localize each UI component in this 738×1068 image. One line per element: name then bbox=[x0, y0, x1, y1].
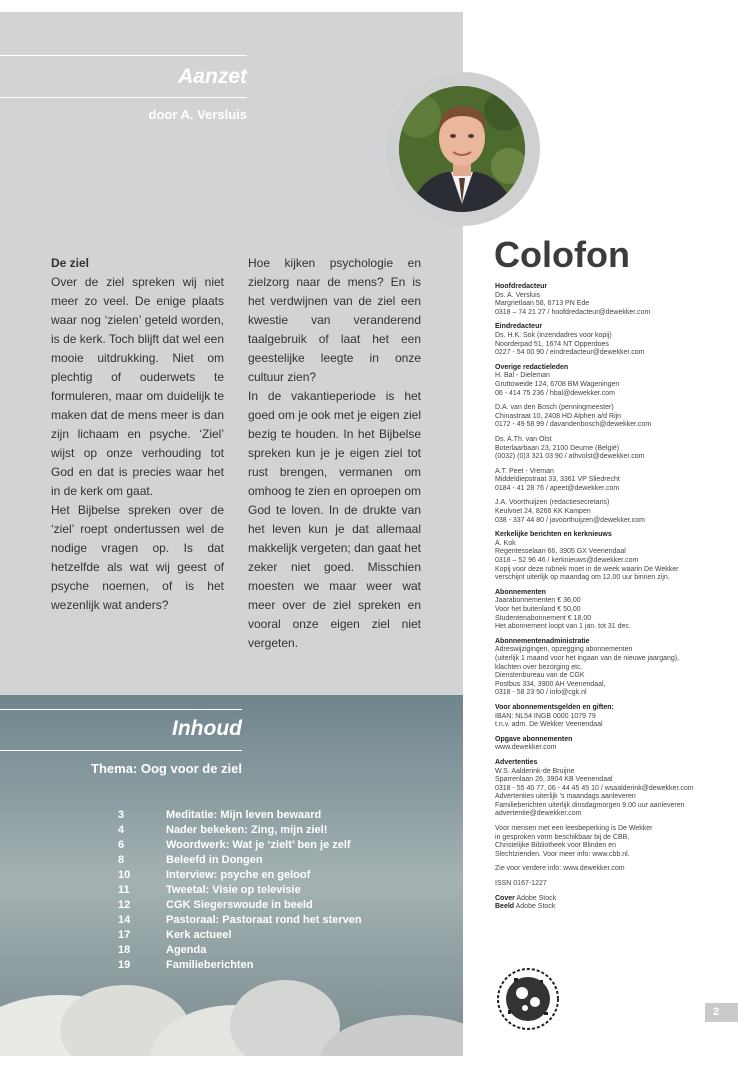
toc-label: Kerk actueel bbox=[166, 929, 232, 941]
article-paragraph: In de vakantieperiode is het goed om je ook met je eigen ziel bezig te houden. In het Bijbelse spreken kun je je eigen ziel tot rust brengen, vermanen om omhoog te zien en oproepen om God te loven. In de drukte van het leven kun je dat allemaal makkelijk vergeten; dan gaat het zeker niet goed. Misschien moesten we maar weer wat meer over de ziel spreken en vooral onze eigen ziel niet vergeten. bbox=[248, 389, 421, 650]
colofon-block bbox=[495, 404, 733, 430]
article-paragraph: Over de ziel spreken wij niet meer zo veel. De enige plaats waar nog ‘zielen’ geteld worden, is de kerk. Toch blijft dat wel een mooie uitdrukking. Niet om plechtig of ouderwets te formuleren, maar om duidelijk te maken dat de mens meer is dan zijn lichaam en psyche. ‘Ziel’ wijst op onze verhouding tot God en dat is precies waar het in de kerk om gaat. bbox=[51, 275, 224, 498]
colofon-line: Gruttoweide 124, 6708 BM Wageningen bbox=[495, 380, 620, 388]
toc-item bbox=[118, 838, 448, 853]
toc-page-number: 17 bbox=[118, 929, 131, 941]
colofon-line: Keulvoet 24, 8266 KK Kampen bbox=[495, 508, 591, 516]
colofon-heading: Opgave abonnementen bbox=[495, 735, 573, 743]
colofon-block bbox=[495, 736, 733, 753]
colofon-block bbox=[495, 436, 733, 462]
toc-item bbox=[118, 853, 448, 868]
toc-label: CGK Siegerswoude in beeld bbox=[166, 899, 313, 911]
divider bbox=[0, 97, 247, 98]
page-number: 2 bbox=[705, 1003, 738, 1022]
colofon-line: (uiterlijk 1 maand voor het ingaan van de nieuwe jaargang), bbox=[495, 654, 680, 662]
toc-page-number: 19 bbox=[118, 959, 131, 971]
colofon-block bbox=[495, 323, 733, 357]
colofon-title: Colofon bbox=[494, 234, 630, 275]
colofon-line: Familieberichten uiterlijk dinsdagmorgen 9.00 uur aanleveren bbox=[495, 801, 685, 809]
colofon-block bbox=[495, 880, 733, 889]
colofon-line: Kopij voor deze rubriek moet in de week waarin De Wekker bbox=[495, 565, 679, 573]
divider bbox=[0, 750, 242, 751]
colofon-line: 0318 - 58 23 50 / info@cgk.nl bbox=[495, 689, 587, 697]
colofon-line: 06 - 414 75 236 / hbal@dewekker.com bbox=[495, 389, 615, 397]
toc-label: Tweetal: Visie op televisie bbox=[166, 884, 301, 896]
author-portrait bbox=[399, 86, 525, 212]
toc-page-number: 8 bbox=[118, 854, 125, 866]
colofon-line: in gesproken vorm beschikbaar bij de CBB, bbox=[495, 833, 630, 841]
toc-item bbox=[118, 958, 448, 973]
colofon-heading: Eindredacteur bbox=[495, 323, 543, 331]
colofon-line: Advertenties uiterlijk ’s maandags aanleveren bbox=[495, 793, 636, 801]
colofon-line: Voor het buitenland € 50,00 bbox=[495, 606, 581, 613]
toc-label: Woordwerk: Wat je ‘zielt’ ben je zelf bbox=[166, 839, 351, 851]
toc-item bbox=[118, 868, 448, 883]
colofon-heading: Abonnementen bbox=[495, 588, 546, 596]
colofon-heading: Kerkelijke berichten en kerknieuws bbox=[495, 531, 612, 539]
divider bbox=[0, 709, 242, 710]
section-title-inhoud: Inhoud bbox=[172, 717, 242, 740]
colofon-block bbox=[495, 638, 733, 698]
toc-label: Agenda bbox=[166, 944, 207, 956]
colofon-block bbox=[495, 499, 733, 525]
colofon-line: t.n.v. adm. De Wekker Veenendaal bbox=[495, 721, 603, 729]
author-byline: door A. Versluis bbox=[148, 107, 247, 122]
article-paragraph: Het Bijbelse spreken over de ‘ziel’ roept ondertussen wel de nodige vragen op. Is dat hetzelfde als wat wij geest of psyche noemen, of is het wezenlijk wat anders? bbox=[51, 503, 224, 612]
colofon-line: A. Kok bbox=[495, 539, 516, 547]
colofon-block bbox=[495, 531, 733, 583]
toc-item bbox=[118, 928, 448, 943]
credit-value: Adobe Stock bbox=[516, 894, 557, 902]
colofon-line: Ds. A.Th. van Olst bbox=[495, 435, 552, 443]
toc-page-number: 11 bbox=[118, 884, 130, 896]
table-of-contents bbox=[118, 808, 448, 973]
theme-title: Thema: Oog voor de ziel bbox=[91, 761, 242, 776]
colofon-line: Ds. H.K. Sok (inzendadres voor kopij) bbox=[495, 331, 612, 339]
colofon-line: 0172 - 49 58 99 / davandenbosch@dewekker.com bbox=[495, 421, 652, 429]
toc-page-number: 3 bbox=[118, 809, 125, 821]
colofon-line: Ds. A. Versluis bbox=[495, 291, 541, 299]
colofon-line: Postbus 334, 3900 AH Veenendaal, bbox=[495, 680, 606, 688]
colofon-line: Slechtzienden. Voor meer info: www.cbb.nl. bbox=[495, 850, 630, 858]
colofon-line: klachten over bezorging etc. bbox=[495, 663, 583, 671]
colofon-line: Chinastraat 10, 2408 HD Alphen a/d Rijn bbox=[495, 412, 622, 420]
toc-label: Interview: psyche en geloof bbox=[166, 869, 311, 881]
toc-label: Nader bekeken: Zing, mijn ziel! bbox=[166, 824, 328, 836]
colofon-line: Regentesselaan 66, 3905 GX Veenendaal bbox=[495, 548, 626, 556]
toc-label: Meditatie: Mijn leven bewaard bbox=[166, 809, 322, 821]
toc-label: Pastoraal: Pastoraat rond het sterven bbox=[166, 914, 362, 926]
toc-item bbox=[118, 808, 448, 823]
colofon-block bbox=[495, 825, 733, 859]
colofon-line: 0318 - 55 40 77, 06 - 44 45 45 10 / wsaalderink@dewekker.com bbox=[495, 784, 694, 792]
colofon-line: Studentenabonnement € 18,00 bbox=[495, 614, 592, 622]
colofon-line: Voor mensen met een leesbeperking is De Wekker bbox=[495, 825, 653, 833]
colofon-list bbox=[495, 283, 733, 918]
colofon-line: Noorderpad 51, 1674 NT Opperdoes bbox=[495, 340, 609, 348]
article-column-1 bbox=[51, 254, 224, 615]
colofon-line: Dienstenbureau van de CGK bbox=[495, 672, 585, 680]
colofon-line: Adreswijzigingen, opzegging abonnementen bbox=[495, 646, 633, 654]
toc-page-number: 6 bbox=[118, 839, 125, 851]
credit-value: Adobe Stock bbox=[515, 903, 556, 911]
image-credits bbox=[495, 895, 733, 912]
toc-item bbox=[118, 943, 448, 958]
colofon-line: Het abonnement loopt van 1 jan. tot 31 dec. bbox=[495, 623, 631, 631]
colofon-line: 038 - 337 44 80 / javoorthuijzen@dewekker.com bbox=[495, 516, 645, 524]
colofon-line: D.A. van den Bosch (penningmeester) bbox=[495, 404, 614, 412]
colofon-line: www.dewekker.com bbox=[495, 744, 557, 752]
toc-page-number: 12 bbox=[118, 899, 131, 911]
colofon-line: H. Bal - Dieleman bbox=[495, 372, 550, 380]
toc-item bbox=[118, 883, 448, 898]
toc-page-number: 14 bbox=[118, 914, 131, 926]
colofon-line: Middeldiepstraat 33, 3361 VP Sliedrecht bbox=[495, 476, 620, 484]
colofon-line: A.T. Peet - Vreman bbox=[495, 467, 554, 475]
colofon-heading: Overige redactieleden bbox=[495, 363, 569, 371]
colofon-heading: Voor abonnementsgelden en giften: bbox=[495, 703, 614, 711]
credit-label: Beeld bbox=[495, 903, 515, 911]
article-paragraph: Hoe kijken psychologie en zielzorg naar de mens? En is het verdwijnen van de ziel een kwestie van veranderend taalgebruik of laat het een geestelijke leegte in onze cultuur zien? bbox=[248, 256, 421, 384]
toc-item bbox=[118, 898, 448, 913]
colofon-block bbox=[495, 865, 733, 874]
colofon-line: Jaarabonnementen € 36,00 bbox=[495, 597, 581, 605]
colofon-line: W.S. Aalderink-de Bruijne bbox=[495, 767, 575, 775]
colofon-block bbox=[495, 704, 733, 730]
colofon-block bbox=[495, 759, 733, 819]
section-title-aanzet: Aanzet bbox=[178, 65, 247, 88]
toc-page-number: 10 bbox=[118, 869, 131, 881]
colofon-line: Christelijke Bibliotheek voor Blinden en bbox=[495, 842, 617, 850]
toc-label: Familieberichten bbox=[166, 959, 254, 971]
colofon-line: 0227 - 54 00 90 / eindredacteur@dewekker.com bbox=[495, 349, 645, 357]
colofon-line: Sparrenlaan 26, 3904 KB Veenendaal bbox=[495, 776, 613, 784]
colofon-line: ISSN 0167-1227 bbox=[495, 880, 547, 888]
colofon-line: Margrietlaan 58, 6713 PN Ede bbox=[495, 300, 590, 308]
toc-page-number: 18 bbox=[118, 944, 131, 956]
toc-page-number: 4 bbox=[118, 824, 125, 836]
article-heading: De ziel bbox=[51, 256, 90, 270]
colofon-block bbox=[495, 283, 733, 317]
colofon-line: (0032) (0)3 321 03 90 / athvolst@dewekker.com bbox=[495, 453, 645, 461]
colofon-heading: Advertenties bbox=[495, 758, 538, 766]
colofon-heading: Hoofdredacteur bbox=[495, 283, 548, 290]
colofon-line: advertentie@dewekker.com bbox=[495, 810, 582, 818]
colofon-block bbox=[495, 468, 733, 494]
toc-label: Beleefd in Dongen bbox=[166, 854, 263, 866]
credit-label: Cover bbox=[495, 894, 515, 902]
publisher-seal-logo bbox=[494, 966, 562, 1032]
colofon-line: J.A. Voorthuijzen (redactiesecretaris) bbox=[495, 499, 610, 507]
colofon-line: verschijnt uiterlijk op maandag om 12.00 uur binnen zijn. bbox=[495, 574, 670, 582]
divider bbox=[0, 55, 247, 56]
colofon-block bbox=[495, 364, 733, 398]
colofon-line: IBAN: NL54 INGB 0000 1079 79 bbox=[495, 712, 596, 720]
colofon-line: Boterlaarbaan 23, 2100 Deurne (België) bbox=[495, 444, 620, 452]
colofon-line: 0318 – 74 21 27 / hoofdredacteur@dewekker.com bbox=[495, 308, 651, 316]
toc-item bbox=[118, 823, 448, 838]
colofon-line: 0318 – 52 96 46 / kerknieuws@dewekker.com bbox=[495, 557, 639, 565]
colofon-line: Zie voor verdere info: www.dewekker.com bbox=[495, 865, 625, 873]
colofon-heading: Abonnementenadministratie bbox=[495, 637, 590, 645]
article-column-2 bbox=[248, 254, 421, 653]
colofon-line: 0184 - 41 28 76 / apeet@dewekker.com bbox=[495, 484, 620, 492]
colofon-block bbox=[495, 589, 733, 632]
toc-item bbox=[118, 913, 448, 928]
